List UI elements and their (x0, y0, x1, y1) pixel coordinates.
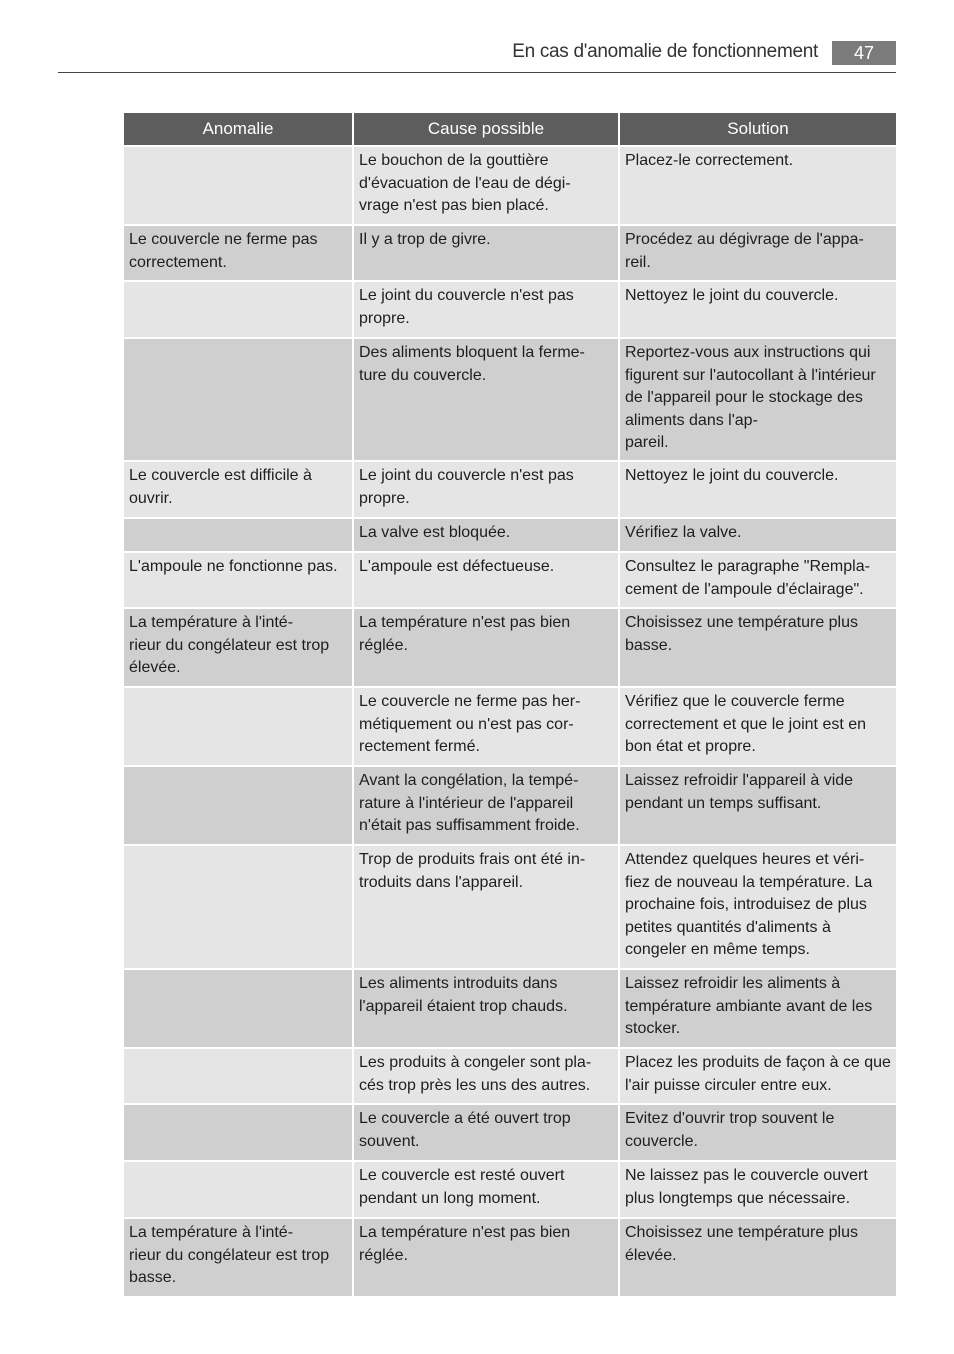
table-header-row (123, 112, 897, 146)
cell-anomalie (123, 338, 353, 461)
column-header-cause: Cause possible (353, 112, 619, 146)
section-title: En cas d'anomalie de fonctionnement (512, 41, 818, 62)
cell-solution: Attendez quelques heures et véri- fiez de nouveau la température. La prochaine fois, introduisez de plus petites quantités d'aliments à congeler en même temps. (619, 845, 897, 969)
table-row (123, 281, 897, 338)
table-row (123, 608, 897, 687)
column-header-solution: Solution (619, 112, 897, 146)
cell-anomalie (123, 687, 353, 766)
cell-cause: Le couvercle est resté ouvert pendant un long moment. (353, 1161, 619, 1218)
cell-cause: Les aliments introduits dans l'appareil étaient trop chauds. (353, 969, 619, 1048)
table-row (123, 687, 897, 766)
cell-solution: Placez les produits de façon à ce que l'air puisse circuler entre eux. (619, 1048, 897, 1104)
cell-solution: Evitez d'ouvrir trop souvent le couvercle. (619, 1104, 897, 1161)
cell-anomalie: Le couvercle ne ferme pas correctement. (123, 225, 353, 281)
cell-cause: Avant la congélation, la tempé- rature à l'intérieur de l'appareil n'était pas suffisamment froide. (353, 766, 619, 845)
table-row (123, 845, 897, 969)
table-row (123, 461, 897, 518)
cell-solution: Choisissez une température plus élevée. (619, 1218, 897, 1297)
cell-solution: Placez-le correctement. (619, 146, 897, 225)
cell-cause: La température n'est pas bien réglée. (353, 608, 619, 687)
cell-cause: Le couvercle ne ferme pas her- métiquement ou n'est pas cor- rectement fermé. (353, 687, 619, 766)
cell-cause: L'ampoule est défectueuse. (353, 552, 619, 608)
table-row (123, 338, 897, 461)
table-row (123, 225, 897, 281)
cell-cause: La température n'est pas bien réglée. (353, 1218, 619, 1297)
cell-cause: Le joint du couvercle n'est pas propre. (353, 461, 619, 518)
cell-anomalie (123, 281, 353, 338)
table-row (123, 518, 897, 552)
cell-solution: Consultez le paragraphe "Rempla- cement de l'ampoule d'éclairage". (619, 552, 897, 608)
table-row (123, 1218, 897, 1297)
cell-anomalie: L'ampoule ne fonctionne pas. (123, 552, 353, 608)
cell-cause: Le joint du couvercle n'est pas propre. (353, 281, 619, 338)
table-row (123, 146, 897, 225)
cell-solution: Procédez au dégivrage de l'appa- reil. (619, 225, 897, 281)
cell-cause: Il y a trop de givre. (353, 225, 619, 281)
cell-anomalie (123, 766, 353, 845)
cell-solution: Laissez refroidir les aliments à température ambiante avant de les stocker. (619, 969, 897, 1048)
cell-anomalie: La température à l'inté- rieur du congélateur est trop basse. (123, 1218, 353, 1297)
table-row (123, 552, 897, 608)
cell-solution: Reportez-vous aux instructions qui figurent sur l'autocollant à l'intérieur de l'appareil pour le stockage des aliments dans l'ap- pareil. (619, 338, 897, 461)
cell-solution: Vérifiez la valve. (619, 518, 897, 552)
table-row (123, 1048, 897, 1104)
page-header (58, 38, 896, 73)
cell-anomalie (123, 1048, 353, 1104)
cell-anomalie (123, 518, 353, 552)
cell-solution: Laissez refroidir l'appareil à vide pendant un temps suffisant. (619, 766, 897, 845)
cell-anomalie: Le couvercle est difficile à ouvrir. (123, 461, 353, 518)
cell-cause: Des aliments bloquent la ferme- ture du couvercle. (353, 338, 619, 461)
cell-solution: Nettoyez le joint du couvercle. (619, 281, 897, 338)
page-number: 47 (832, 41, 896, 65)
cell-cause: Le bouchon de la gouttière d'évacuation de l'eau de dégi- vrage n'est pas bien placé. (353, 146, 619, 225)
cell-anomalie (123, 1161, 353, 1218)
table-row (123, 1104, 897, 1161)
cell-solution: Vérifiez que le couvercle ferme correctement et que le joint est en bon état et propre. (619, 687, 897, 766)
cell-cause: Le couvercle a été ouvert trop souvent. (353, 1104, 619, 1161)
table-row (123, 969, 897, 1048)
cell-solution: Nettoyez le joint du couvercle. (619, 461, 897, 518)
cell-solution: Choisissez une température plus basse. (619, 608, 897, 687)
table-row (123, 766, 897, 845)
cell-anomalie (123, 1104, 353, 1161)
cell-anomalie: La température à l'inté- rieur du congélateur est trop élevée. (123, 608, 353, 687)
cell-cause: Les produits à congeler sont pla- cés trop près les uns des autres. (353, 1048, 619, 1104)
table-row (123, 1161, 897, 1218)
cell-solution: Ne laissez pas le couvercle ouvert plus longtemps que nécessaire. (619, 1161, 897, 1218)
column-header-anomalie: Anomalie (123, 112, 353, 146)
cell-cause: Trop de produits frais ont été in- troduits dans l'appareil. (353, 845, 619, 969)
cell-anomalie (123, 845, 353, 969)
troubleshooting-table (122, 111, 898, 1298)
cell-cause: La valve est bloquée. (353, 518, 619, 552)
cell-anomalie (123, 969, 353, 1048)
cell-anomalie (123, 146, 353, 225)
